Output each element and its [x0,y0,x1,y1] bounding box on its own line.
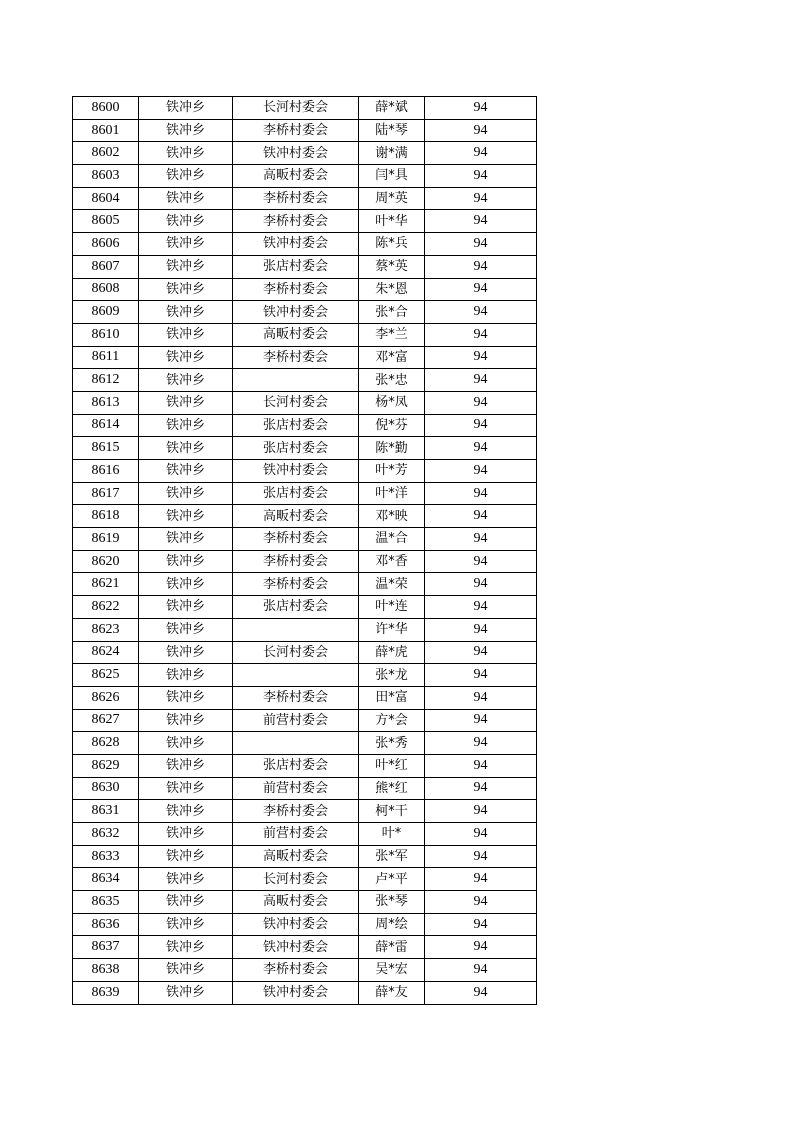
township-cell: 铁冲乡 [139,959,233,982]
row-number-cell: 8621 [73,573,139,596]
score-cell: 94 [425,664,537,687]
table-row [73,323,537,346]
name-cell: 张*龙 [359,664,425,687]
name-cell: 温*合 [359,528,425,551]
score-cell: 94 [425,301,537,324]
table-row [73,528,537,551]
village-committee-cell: 李桥村委会 [233,573,359,596]
name-cell: 叶*连 [359,596,425,619]
row-number-cell: 8627 [73,709,139,732]
table-row [73,709,537,732]
score-cell: 94 [425,323,537,346]
table-row [73,664,537,687]
row-number-cell: 8609 [73,301,139,324]
village-committee-cell: 前营村委会 [233,777,359,800]
name-cell: 张*合 [359,301,425,324]
row-number-cell: 8637 [73,936,139,959]
name-cell: 薛*友 [359,981,425,1004]
name-cell: 邓*映 [359,505,425,528]
score-cell: 94 [425,437,537,460]
village-committee-cell: 前营村委会 [233,709,359,732]
township-cell: 铁冲乡 [139,891,233,914]
name-cell: 叶*红 [359,754,425,777]
row-number-cell: 8605 [73,210,139,233]
score-cell: 94 [425,981,537,1004]
table-row [73,732,537,755]
score-cell: 94 [425,210,537,233]
village-committee-cell: 铁冲村委会 [233,981,359,1004]
score-cell: 94 [425,800,537,823]
table-row [73,119,537,142]
village-committee-cell: 高畈村委会 [233,505,359,528]
row-number-cell: 8630 [73,777,139,800]
village-committee-cell: 李桥村委会 [233,528,359,551]
row-number-cell: 8614 [73,414,139,437]
name-cell: 李*兰 [359,323,425,346]
village-committee-cell: 长河村委会 [233,391,359,414]
township-cell: 铁冲乡 [139,97,233,120]
score-cell: 94 [425,278,537,301]
name-cell: 张*忠 [359,369,425,392]
table-row [73,437,537,460]
table-row [73,596,537,619]
row-number-cell: 8636 [73,913,139,936]
table-row [73,823,537,846]
township-cell: 铁冲乡 [139,800,233,823]
village-committee-cell: 铁冲村委会 [233,936,359,959]
village-committee-cell: 铁冲村委会 [233,301,359,324]
score-cell: 94 [425,460,537,483]
village-committee-cell: 李桥村委会 [233,346,359,369]
score-cell: 94 [425,528,537,551]
score-cell: 94 [425,346,537,369]
name-cell: 张*军 [359,845,425,868]
score-cell: 94 [425,868,537,891]
table-row [73,959,537,982]
township-cell: 铁冲乡 [139,618,233,641]
village-committee-cell [233,618,359,641]
village-committee-cell: 长河村委会 [233,97,359,120]
score-cell: 94 [425,233,537,256]
row-number-cell: 8601 [73,119,139,142]
row-number-cell: 8619 [73,528,139,551]
row-number-cell: 8613 [73,391,139,414]
village-committee-cell: 高畈村委会 [233,891,359,914]
row-number-cell: 8620 [73,550,139,573]
row-number-cell: 8610 [73,323,139,346]
row-number-cell: 8626 [73,686,139,709]
name-cell: 温*荣 [359,573,425,596]
table-row [73,618,537,641]
table-row [73,891,537,914]
township-cell: 铁冲乡 [139,187,233,210]
village-committee-cell: 高畈村委会 [233,845,359,868]
name-cell: 倪*芬 [359,414,425,437]
score-cell: 94 [425,823,537,846]
name-cell: 许*华 [359,618,425,641]
township-cell: 铁冲乡 [139,664,233,687]
township-cell: 铁冲乡 [139,528,233,551]
village-committee-cell [233,369,359,392]
name-cell: 谢*满 [359,142,425,165]
village-committee-cell: 张店村委会 [233,596,359,619]
table-row [73,800,537,823]
score-cell: 94 [425,187,537,210]
row-number-cell: 8604 [73,187,139,210]
township-cell: 铁冲乡 [139,641,233,664]
township-cell: 铁冲乡 [139,913,233,936]
row-number-cell: 8617 [73,482,139,505]
village-committee-cell: 李桥村委会 [233,800,359,823]
row-number-cell: 8628 [73,732,139,755]
name-cell: 邓*富 [359,346,425,369]
table-row [73,233,537,256]
township-cell: 铁冲乡 [139,505,233,528]
table-row [73,255,537,278]
township-cell: 铁冲乡 [139,255,233,278]
row-number-cell: 8625 [73,664,139,687]
score-cell: 94 [425,573,537,596]
row-number-cell: 8606 [73,233,139,256]
score-cell: 94 [425,618,537,641]
township-cell: 铁冲乡 [139,550,233,573]
row-number-cell: 8633 [73,845,139,868]
name-cell: 周*英 [359,187,425,210]
village-committee-cell: 李桥村委会 [233,686,359,709]
table-row [73,845,537,868]
name-cell: 柯*干 [359,800,425,823]
table-row [73,391,537,414]
name-cell: 田*富 [359,686,425,709]
name-cell: 薛*斌 [359,97,425,120]
township-cell: 铁冲乡 [139,323,233,346]
township-cell: 铁冲乡 [139,346,233,369]
township-cell: 铁冲乡 [139,573,233,596]
name-cell: 蔡*英 [359,255,425,278]
township-cell: 铁冲乡 [139,142,233,165]
township-cell: 铁冲乡 [139,414,233,437]
township-cell: 铁冲乡 [139,119,233,142]
table-row [73,981,537,1004]
village-committee-cell [233,732,359,755]
row-number-cell: 8623 [73,618,139,641]
score-cell: 94 [425,414,537,437]
row-number-cell: 8616 [73,460,139,483]
score-cell: 94 [425,686,537,709]
village-committee-cell: 高畈村委会 [233,323,359,346]
table-row [73,301,537,324]
row-number-cell: 8618 [73,505,139,528]
township-cell: 铁冲乡 [139,686,233,709]
township-cell: 铁冲乡 [139,301,233,324]
score-cell: 94 [425,891,537,914]
row-number-cell: 8602 [73,142,139,165]
township-cell: 铁冲乡 [139,482,233,505]
name-cell: 杨*凤 [359,391,425,414]
village-committee-cell: 铁冲村委会 [233,233,359,256]
township-cell: 铁冲乡 [139,868,233,891]
table-row [73,142,537,165]
village-committee-cell: 长河村委会 [233,641,359,664]
village-committee-cell: 李桥村委会 [233,959,359,982]
township-cell: 铁冲乡 [139,732,233,755]
township-cell: 铁冲乡 [139,596,233,619]
row-number-cell: 8631 [73,800,139,823]
row-number-cell: 8608 [73,278,139,301]
name-cell: 方*会 [359,709,425,732]
township-cell: 铁冲乡 [139,981,233,1004]
score-cell: 94 [425,709,537,732]
table-row [73,550,537,573]
name-cell: 张*秀 [359,732,425,755]
village-committee-cell: 李桥村委会 [233,119,359,142]
table-row [73,460,537,483]
village-committee-cell: 铁冲村委会 [233,913,359,936]
score-cell: 94 [425,119,537,142]
township-cell: 铁冲乡 [139,936,233,959]
township-cell: 铁冲乡 [139,823,233,846]
table-row [73,482,537,505]
row-number-cell: 8600 [73,97,139,120]
name-cell: 陆*琴 [359,119,425,142]
table-row [73,936,537,959]
name-cell: 叶*芳 [359,460,425,483]
table-row [73,278,537,301]
name-cell: 邓*香 [359,550,425,573]
table-row [73,913,537,936]
row-number-cell: 8603 [73,165,139,188]
row-number-cell: 8635 [73,891,139,914]
score-cell: 94 [425,936,537,959]
score-cell: 94 [425,97,537,120]
row-number-cell: 8629 [73,754,139,777]
village-committee-cell: 李桥村委会 [233,187,359,210]
village-committee-cell: 张店村委会 [233,414,359,437]
village-committee-cell: 张店村委会 [233,754,359,777]
table-row [73,346,537,369]
row-number-cell: 8632 [73,823,139,846]
score-cell: 94 [425,845,537,868]
township-cell: 铁冲乡 [139,754,233,777]
table-row [73,210,537,233]
name-cell: 周*绘 [359,913,425,936]
township-cell: 铁冲乡 [139,369,233,392]
row-number-cell: 8624 [73,641,139,664]
name-cell: 卢*平 [359,868,425,891]
score-cell: 94 [425,369,537,392]
name-cell: 吴*宏 [359,959,425,982]
table-row [73,97,537,120]
name-cell: 薛*虎 [359,641,425,664]
score-cell: 94 [425,255,537,278]
township-cell: 铁冲乡 [139,709,233,732]
table-row [73,165,537,188]
village-committee-cell: 张店村委会 [233,437,359,460]
score-cell: 94 [425,641,537,664]
name-cell: 熊*红 [359,777,425,800]
township-cell: 铁冲乡 [139,233,233,256]
table-row [73,505,537,528]
row-number-cell: 8638 [73,959,139,982]
score-cell: 94 [425,142,537,165]
township-cell: 铁冲乡 [139,278,233,301]
village-committee-cell: 李桥村委会 [233,550,359,573]
village-committee-cell: 李桥村委会 [233,278,359,301]
village-committee-cell: 张店村委会 [233,482,359,505]
village-committee-cell: 铁冲村委会 [233,142,359,165]
village-committee-cell: 高畈村委会 [233,165,359,188]
table-row [73,686,537,709]
score-cell: 94 [425,165,537,188]
score-cell: 94 [425,959,537,982]
score-cell: 94 [425,505,537,528]
score-cell: 94 [425,732,537,755]
score-cell: 94 [425,777,537,800]
name-cell: 陈*兵 [359,233,425,256]
village-committee-cell: 长河村委会 [233,868,359,891]
village-committee-cell: 铁冲村委会 [233,460,359,483]
village-committee-cell: 前营村委会 [233,823,359,846]
table-body [73,97,537,1005]
village-committee-cell: 李桥村委会 [233,210,359,233]
table-row [73,777,537,800]
score-cell: 94 [425,550,537,573]
data-table [72,96,537,1005]
village-committee-cell [233,664,359,687]
township-cell: 铁冲乡 [139,437,233,460]
row-number-cell: 8615 [73,437,139,460]
township-cell: 铁冲乡 [139,391,233,414]
table-row [73,754,537,777]
row-number-cell: 8634 [73,868,139,891]
score-cell: 94 [425,391,537,414]
name-cell: 叶*洋 [359,482,425,505]
name-cell: 陈*勤 [359,437,425,460]
score-cell: 94 [425,754,537,777]
score-cell: 94 [425,913,537,936]
township-cell: 铁冲乡 [139,777,233,800]
name-cell: 叶*华 [359,210,425,233]
name-cell: 朱*恩 [359,278,425,301]
township-cell: 铁冲乡 [139,210,233,233]
table-row [73,573,537,596]
score-cell: 94 [425,482,537,505]
name-cell: 张*琴 [359,891,425,914]
table-row [73,868,537,891]
township-cell: 铁冲乡 [139,460,233,483]
township-cell: 铁冲乡 [139,845,233,868]
row-number-cell: 8639 [73,981,139,1004]
village-committee-cell: 张店村委会 [233,255,359,278]
name-cell: 闫*具 [359,165,425,188]
row-number-cell: 8622 [73,596,139,619]
table-row [73,641,537,664]
score-cell: 94 [425,596,537,619]
table-row [73,187,537,210]
table-row [73,414,537,437]
name-cell: 薛*雷 [359,936,425,959]
row-number-cell: 8611 [73,346,139,369]
name-cell: 叶* [359,823,425,846]
township-cell: 铁冲乡 [139,165,233,188]
table-row [73,369,537,392]
row-number-cell: 8612 [73,369,139,392]
row-number-cell: 8607 [73,255,139,278]
